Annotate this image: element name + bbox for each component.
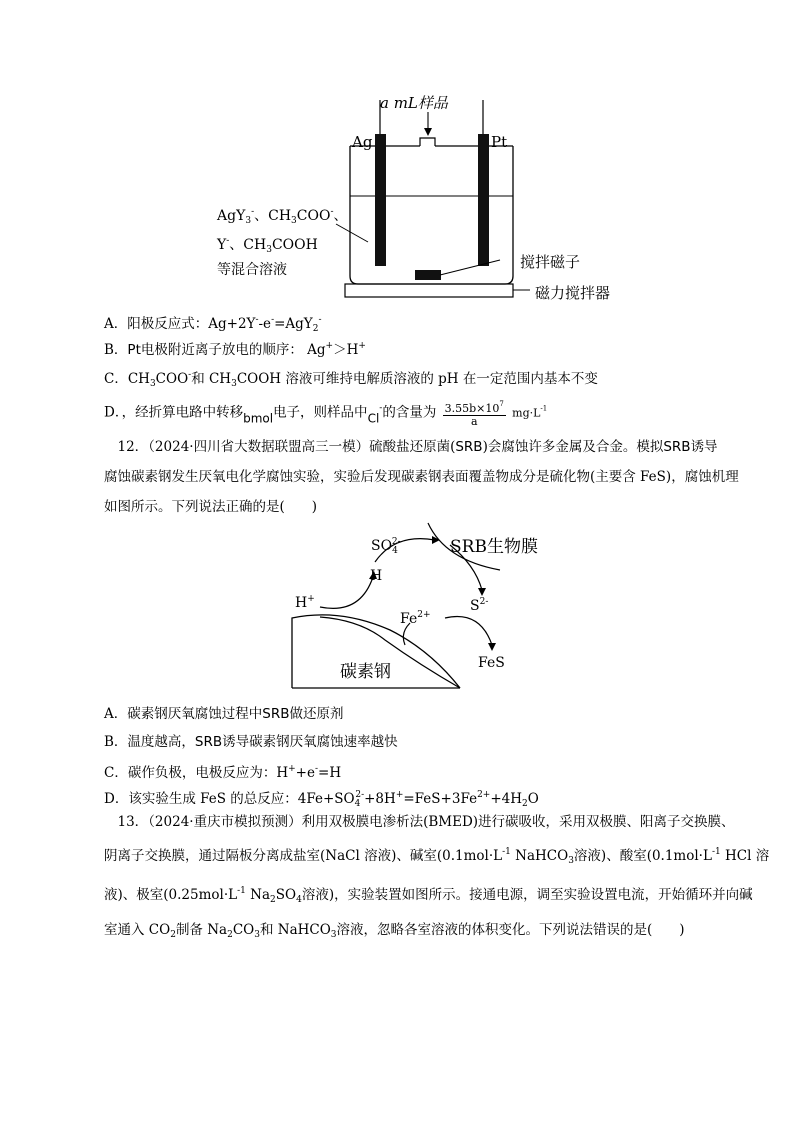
s2-label: $S^{2-}$: [470, 597, 489, 614]
q11-option-a: A．阳极反应式：Ag+2Y--e-=AgY$_2$-: [104, 315, 322, 334]
pt-electrode: [478, 134, 489, 266]
fes-label: FeS: [478, 655, 505, 671]
q11-d-fraction: $\frac{3.55b\times 10^7}{a}$: [444, 400, 504, 428]
so4-label: $SO_4^{2-}$: [371, 537, 401, 556]
q12-option-a: A．碳素钢厌氧腐蚀过程中SRB做还原剂: [104, 706, 344, 722]
q12-option-d: D．该实验生成 FeS 的总反应：$4Fe+SO_4^{2-}+8H^+=FeS+3Fe^{2+}+4H_2O$: [104, 790, 539, 809]
q11-option-c: C．$CH_3COO^-$和 $CH_3COOH$ 溶液可维持电解质溶液的 pH 在一定范围内基本不变: [104, 370, 598, 389]
q11-option-d: D．，经折算电路中转移bmol电子，则样品中Cl-的含量为 $\frac{3.55b\times 10^7}{a}$ $mg\cdot L^{-1}$: [104, 400, 548, 428]
q11-option-b: B．Pt电极附近离子放电的顺序： Ag+＞H+: [104, 341, 366, 358]
stir-bar: [415, 270, 441, 280]
pt-label: Pt: [491, 133, 508, 151]
ag-label: Ag: [352, 133, 373, 151]
q12-stem: 12．（2024·四川省大数据联盟高三一模）硫酸盐还原菌(SRB)会腐蚀许多金属及合金。模拟SRB诱导 腐蚀碳素钢发生厌氧电化学腐蚀实验，实验后发现碳素钢表面覆盖物成分是硫化物(主要含 FeS)，腐蚀机理 如图所示。下列说法正确的是( ): [104, 439, 739, 515]
fe2-label: $Fe^{2+}$: [400, 610, 431, 627]
q13-stem: 13．（2024·重庆市模拟预测）利用双极膜电渗析法(BMED)进行碳吸收，采用双极膜、阳离子交换膜、 阴离子交换膜，通过隔板分离成盐室(NaCl 溶液)、碱室($0.1mol\cdot L^{-1}$ NaHCO$_3$溶液)、酸室($0.1mol\cdot L^{-1}$ HCl 溶 液)、极室($0.25mol\cdot L^{-1}$ $Na_2SO_4$溶液)，实验装置如图所示。接通电源，调至实验设置电流，开始循环并向碱 室通入 $CO_2$制备 $Na_2CO_3$和 NaHCO$_3$溶液，忽略各室溶液的体积变化。下列说法错误的是( ): [104, 814, 770, 940]
stir-bar-label: 搅拌磁子: [520, 253, 581, 271]
sample-label: a mL样品: [380, 94, 448, 112]
q12-option-b: B．温度越高，SRB诱导碳素钢厌氧腐蚀速率越快: [104, 734, 398, 750]
magnetic-stirrer: [345, 284, 513, 297]
carbon-steel-label: 碳素钢: [340, 662, 391, 682]
q12-option-c: C．碳作负极，电极反应为：H++e-=H: [104, 764, 342, 781]
ag-electrode: [375, 134, 386, 266]
solution-label: AgY$_3$-、$CH_3COO^-$、 Y-、$CH_3COOH$ 等混合溶液: [217, 207, 348, 278]
h-plus-label: H+: [295, 594, 315, 611]
srb-biofilm-label: SRB生物膜: [450, 537, 538, 557]
h-label: H: [370, 568, 383, 584]
stirrer-label: 磁力搅拌器: [535, 284, 611, 302]
